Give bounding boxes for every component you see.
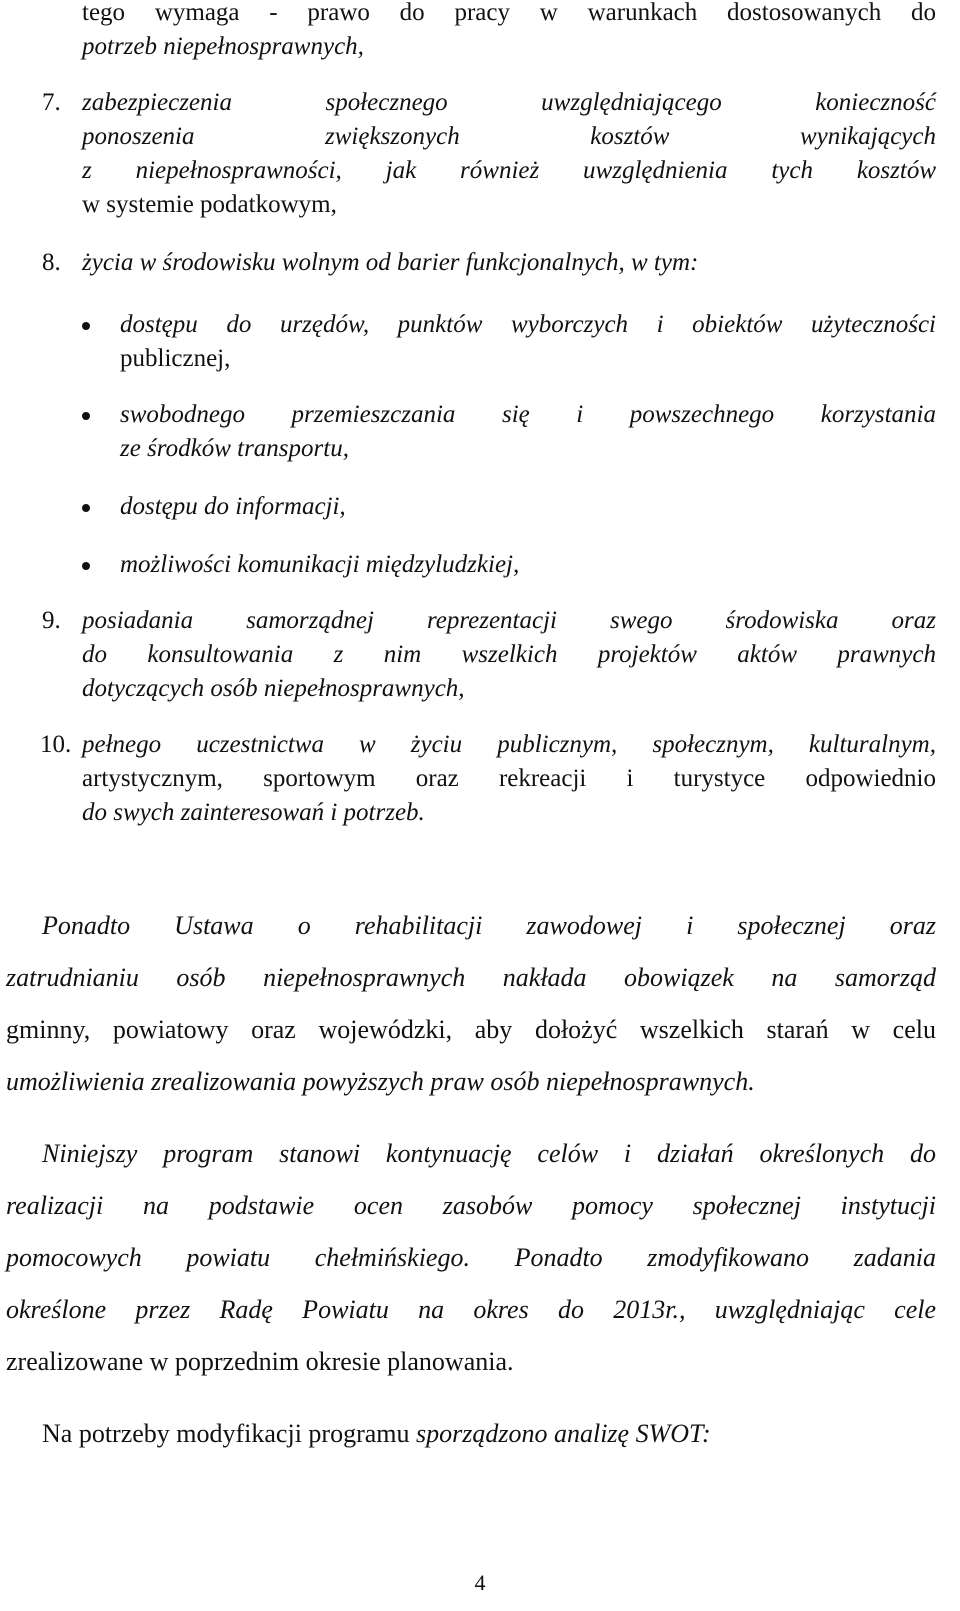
bullet-icon [82, 562, 90, 570]
plain-text: Na potrzeby modyfikacji programu [42, 1419, 416, 1448]
bullet-icon [82, 412, 90, 420]
bullet-item [82, 548, 936, 582]
text-line: określone przez Radę Powiatu na okres do 2013r., uwzględniając cele [6, 1295, 936, 1324]
text-line: ze środków transportu, [120, 435, 349, 462]
text-line [6, 1408, 936, 1460]
text-line: możliwości komunikacji międzyludzkiej, [120, 551, 520, 578]
item-number: 7. [42, 89, 61, 116]
item-number: 8. [42, 249, 61, 276]
bullet-item [82, 398, 936, 466]
list-item-9 [42, 604, 936, 706]
paragraph [6, 1128, 936, 1388]
text-line: zrealizowane w poprzednim okresie planowania. [6, 1347, 514, 1376]
text-line: publicznej, [120, 345, 231, 372]
paragraph [6, 1408, 936, 1460]
text-line: życia w środowisku wolnym od barier funkcjonalnych, w tym: [82, 249, 699, 276]
text-line: zatrudnianiu osób niepełnosprawnych nakłada obowiązek na samorząd [6, 963, 936, 992]
text-line: z niepełnosprawności, jak również uwzględnienia tych kosztów [82, 157, 936, 184]
item-number: 10. [40, 731, 72, 758]
text-line: pomocowych powiatu chełmińskiego. Ponadto zmodyfikowano zadania [6, 1243, 936, 1272]
text-line: realizacji na podstawie ocen zasobów pomocy społecznej instytucji [6, 1191, 936, 1220]
text-line: do konsultowania z nim wszelkich projektów aktów prawnych [82, 641, 936, 668]
list-item-10 [40, 728, 936, 830]
text-line: ponoszenia zwiększonych kosztów wynikających [82, 123, 936, 150]
bullet-icon [82, 504, 90, 512]
text-line: gminny, powiatowy oraz wojewódzki, aby dołożyć wszelkich starań w celu [6, 1015, 936, 1044]
text-line: dotyczących osób niepełnosprawnych, [82, 675, 465, 702]
text-line: artystycznym, sportowym oraz rekreacji i turystyce odpowiednio [82, 765, 936, 792]
italic-text: sporządzono analizę SWOT: [416, 1419, 711, 1448]
paragraph [6, 900, 936, 1108]
text-line: do swych zainteresowań i potrzeb. [82, 799, 425, 826]
text-line: pełnego uczestnictwa w życiu publicznym, społecznym, kulturalnym, [82, 731, 936, 758]
text-line: posiadania samorządnej reprezentacji swego środowiska oraz [82, 607, 936, 634]
page-number: 4 [474, 1570, 486, 1595]
text-line: potrzeb niepełnosprawnych, [82, 33, 364, 60]
text-line: zabezpieczenia społecznego uwzględniającego konieczność [82, 89, 936, 116]
text-line: umożliwienia zrealizowania powyższych praw osób niepełnosprawnych. [6, 1067, 755, 1096]
bullet-item [82, 308, 936, 376]
bullet-item [82, 490, 936, 524]
text-line: Ponadto Ustawa o rehabilitacji zawodowej i społecznej oraz [42, 911, 936, 940]
item-number: 9. [42, 607, 61, 634]
text-line: tego wymaga - prawo do pracy w warunkach dostosowanych do [82, 0, 936, 26]
text-line: dostępu do informacji, [120, 493, 346, 520]
bullet-icon [82, 322, 90, 330]
continuation-item [82, 0, 936, 64]
list-item-7 [42, 86, 936, 222]
list-item-8 [42, 246, 936, 280]
text-line: w systemie podatkowym, [82, 191, 337, 218]
text-line: dostępu do urzędów, punktów wyborczych i obiektów użyteczności [120, 311, 936, 338]
text-line: Niniejszy program stanowi kontynuację celów i działań określonych do [42, 1139, 936, 1168]
text-line: swobodnego przemieszczania się i powszechnego korzystania [120, 401, 936, 428]
